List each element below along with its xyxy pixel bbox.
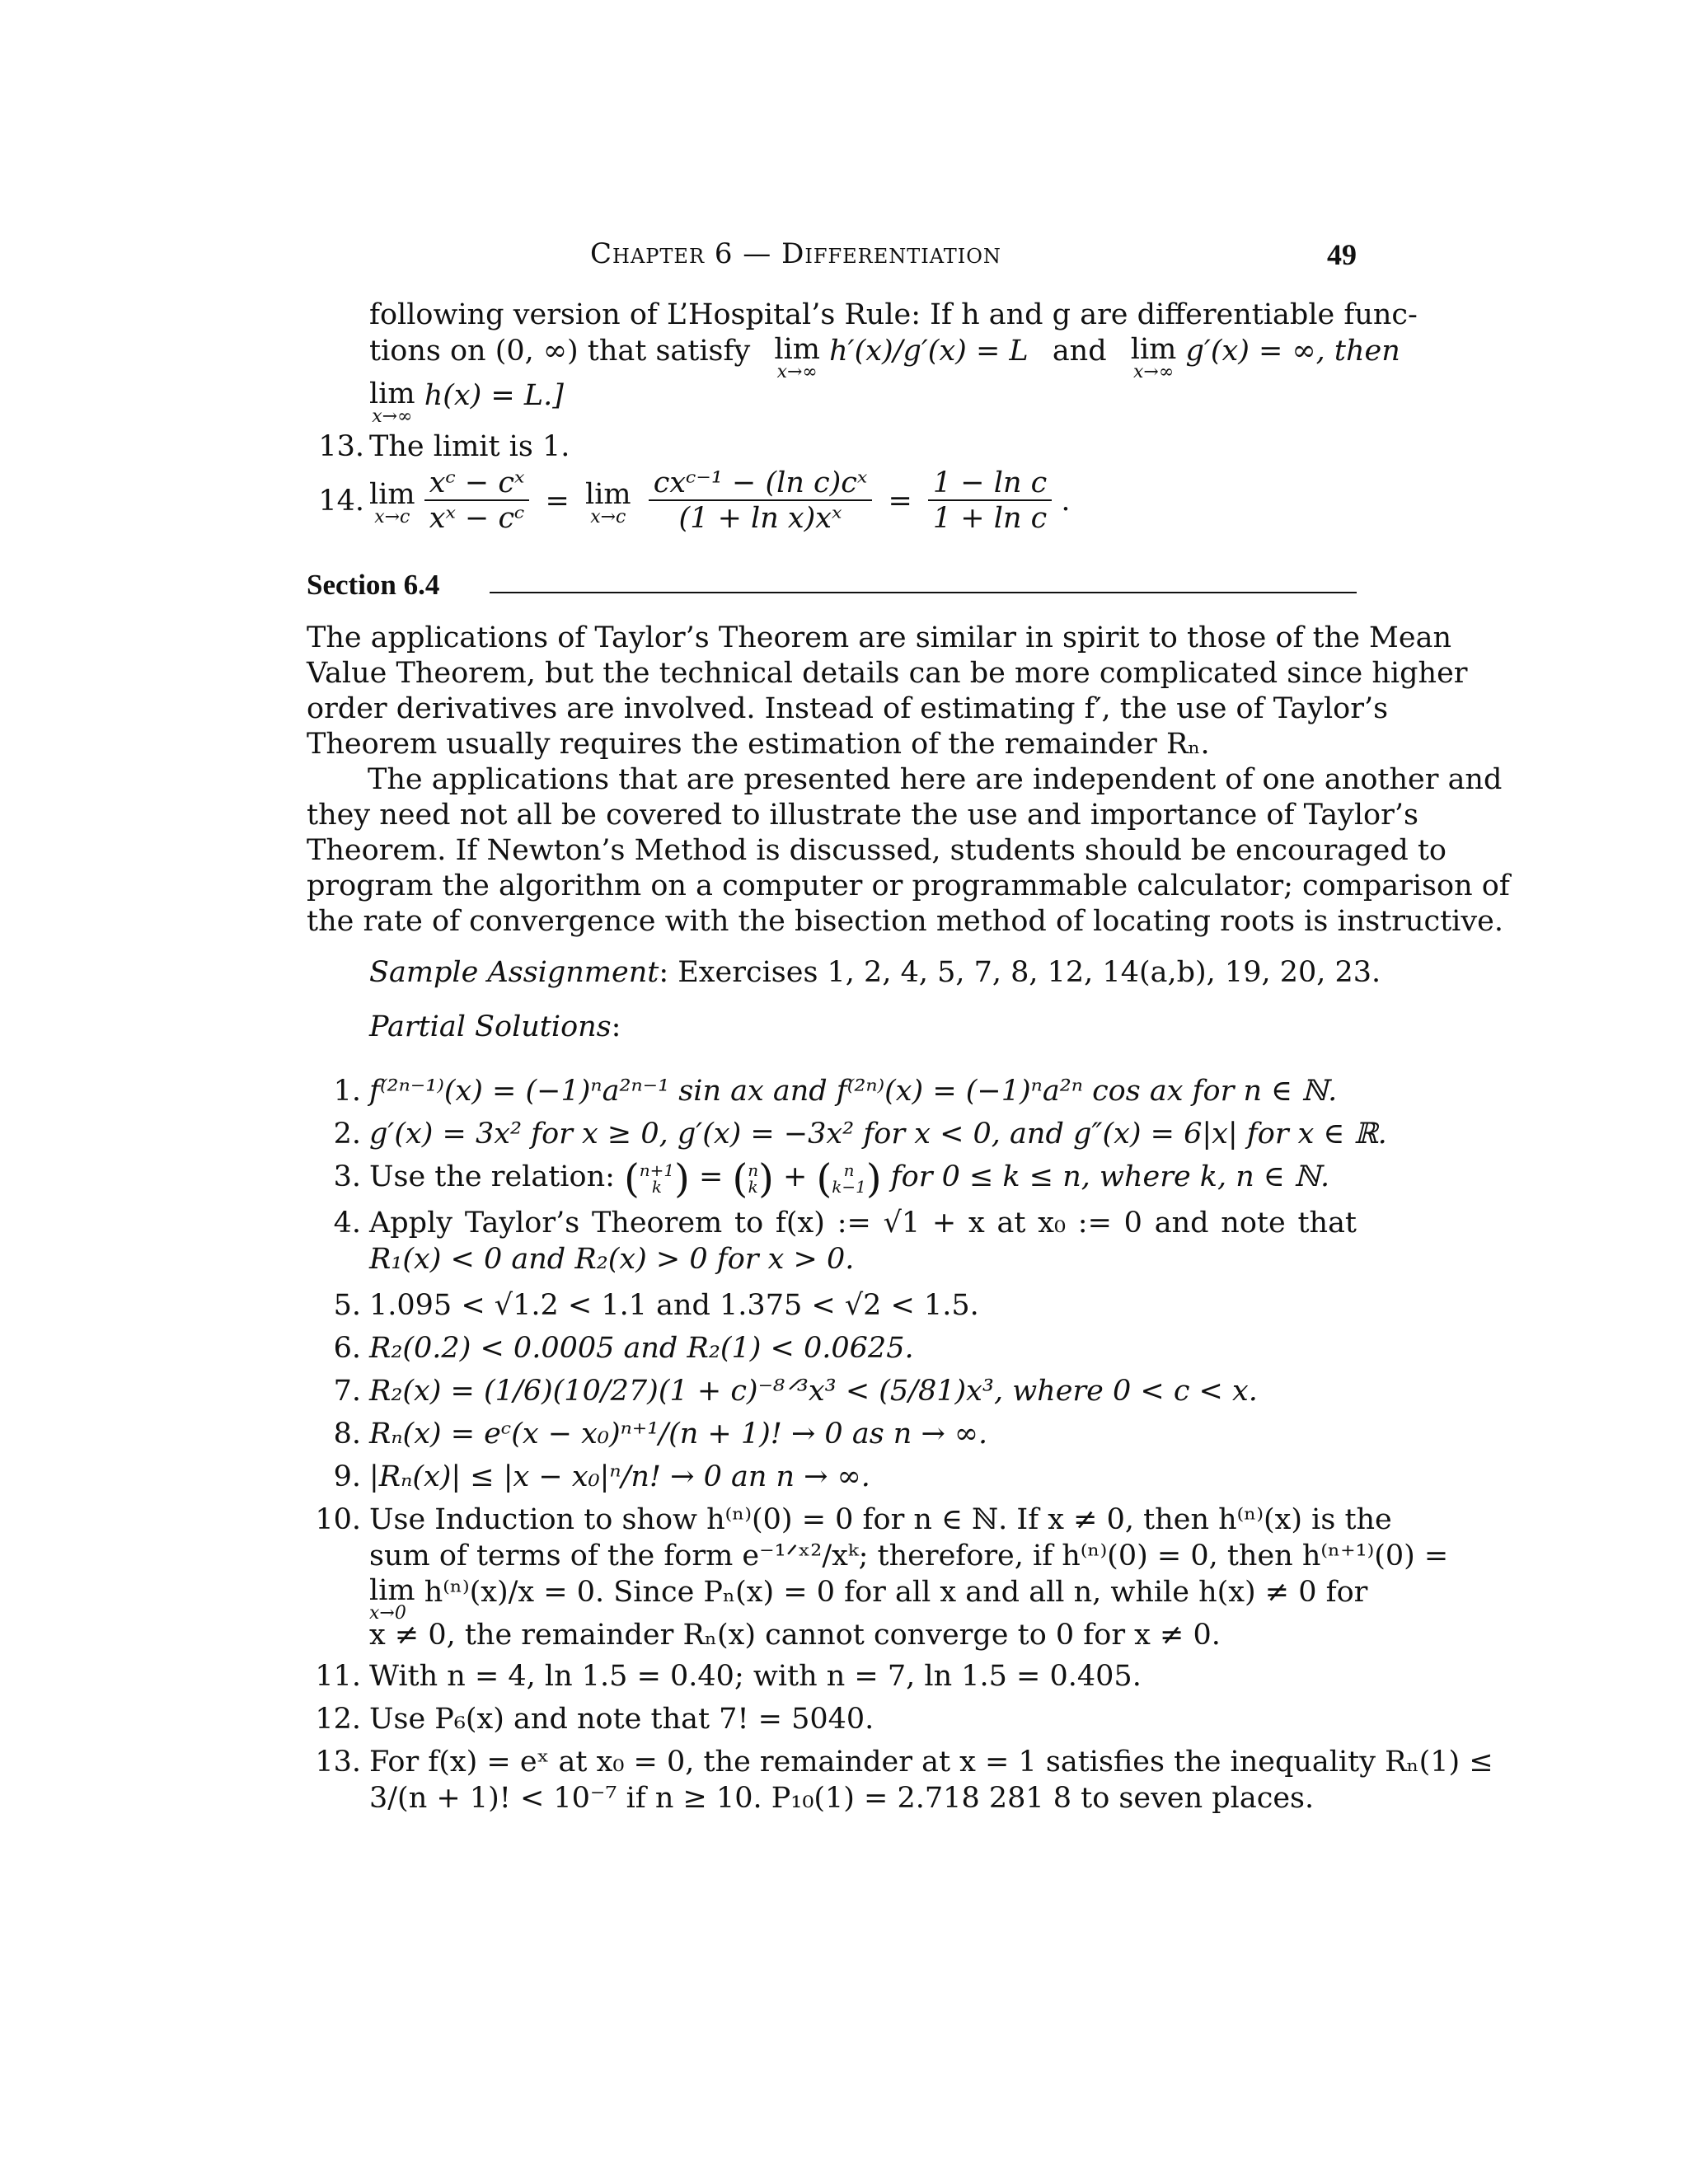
denominator: xˣ − cᶜ <box>429 502 525 535</box>
paragraph-line: The applications of Taylor’s Theorem are similar in spirit to those of the Mean <box>307 621 1451 654</box>
solutions-list <box>307 1073 1493 1826</box>
fraction <box>649 466 873 536</box>
lim-word: lim <box>774 333 820 366</box>
solution-number: 10. <box>315 1503 361 1536</box>
solution-item <box>307 1658 1357 1701</box>
section-rule <box>490 592 1357 593</box>
solution-line: |Rₙ(x)| ≤ |x − x₀|ⁿ/n! → 0 an n → ∞. <box>369 1460 870 1493</box>
continuation-text: tions on (0, ∞) that satisfy <box>369 335 751 368</box>
limit-operator <box>369 1574 415 1624</box>
solution-line: With n = 4, ln 1.5 = 0.40; with n = 7, ln 1.5 = 0.405. <box>369 1660 1142 1693</box>
limit-operator <box>585 478 631 527</box>
continuation-line-1: following version of L’Hospital’s Rule: If h and g are differentiable func- <box>369 298 1418 331</box>
solution-line: R₂(0.2) < 0.0005 and R₂(1) < 0.0625. <box>369 1332 914 1365</box>
solution-line: Use P₆(x) and note that 7! = 5040. <box>369 1703 874 1736</box>
solution-line <box>369 1574 1368 1624</box>
solution-number: 6. <box>333 1332 361 1365</box>
running-header <box>0 237 1688 279</box>
section-title: Section 6.4 <box>307 569 440 601</box>
solution-number: 3. <box>333 1160 361 1193</box>
partial-solutions-label: Partial Solutions <box>369 1010 612 1043</box>
paragraph-line: Theorem usually requires the estimation of the remainder Rₙ. <box>307 728 1210 761</box>
solution-line: f⁽²ⁿ⁻¹⁾(x) = (−1)ⁿa²ⁿ⁻¹ sin ax and f⁽²ⁿ⁾(x) = (−1)ⁿa²ⁿ cos ax for n ∈ ℕ. <box>369 1075 1338 1108</box>
equals-sign: = <box>888 485 912 518</box>
paragraph-line: order derivatives are involved. Instead of estimating f′, the use of Taylor’s <box>307 692 1389 725</box>
solution-number: 1. <box>333 1075 361 1108</box>
solution-line: 1.095 < √1.2 < 1.1 and 1.375 < √2 < 1.5. <box>369 1289 979 1322</box>
denominator: (1 + ln x)xˣ <box>678 502 842 535</box>
paragraph-line: they need not all be covered to illustrate the use and importance of Taylor’s <box>307 799 1418 832</box>
exercise-number: 13. <box>318 430 364 463</box>
period: . <box>1061 485 1071 518</box>
lim-subscript: x→c <box>590 507 626 527</box>
paragraph-line: Theorem. If Newton’s Method is discussed, students should be encouraged to <box>307 834 1447 867</box>
limit-operator <box>774 333 820 382</box>
paragraph-1 <box>307 620 1468 762</box>
solution-number: 12. <box>315 1703 361 1736</box>
lim-word: lim <box>1130 333 1177 366</box>
solution-number: 11. <box>315 1660 361 1693</box>
solution-line: For f(x) = eˣ at x₀ = 0, the remainder at x = 1 satisfies the inequality Rₙ(1) ≤ <box>369 1746 1493 1779</box>
lim-subscript: x→∞ <box>372 406 413 427</box>
binomial-bottom: k <box>651 1177 663 1197</box>
continuation-line-3 <box>369 377 1357 427</box>
solution-text: for 0 ≤ k ≤ n, where k, n ∈ ℕ. <box>890 1160 1330 1193</box>
solution-number: 4. <box>333 1207 361 1240</box>
binomial: ( n k−1 ) <box>816 1155 882 1202</box>
solution-text: h⁽ⁿ⁾(x)/x = 0. Since Pₙ(x) = 0 for all x and all n, while h(x) ≠ 0 for <box>424 1576 1368 1609</box>
solution-number: 2. <box>333 1118 361 1151</box>
solution-line: Use Induction to show h⁽ⁿ⁾(0) = 0 for n ∈ ℕ. If x ≠ 0, then h⁽ⁿ⁾(x) is the <box>369 1503 1392 1536</box>
exercise-text: The limit is 1. <box>369 430 570 463</box>
limit-operator <box>369 377 415 427</box>
solution-item <box>307 1502 1449 1658</box>
solution-text: Use the relation: <box>369 1160 615 1193</box>
paragraph-line: program the algorithm on a computer or programmable calculator; comparison of <box>307 869 1510 902</box>
sample-assignment-text: : Exercises 1, 2, 4, 5, 7, 8, 12, 14(a,b), 19, 20, 23. <box>659 956 1381 989</box>
solution-number: 13. <box>315 1746 361 1779</box>
binomial-bottom: k <box>748 1177 758 1197</box>
solution-line <box>369 1155 1357 1202</box>
chapter-title: Chapter 6 — Differentiation <box>590 237 1001 270</box>
continuation-and: and <box>1052 335 1107 368</box>
limit-operator <box>369 478 415 527</box>
solution-item <box>307 1116 1387 1159</box>
solution-item <box>307 1287 1357 1330</box>
lim-word: lim <box>369 478 415 511</box>
sample-assignment-label: Sample Assignment <box>369 956 659 989</box>
paragraph-2 <box>307 762 1510 939</box>
denominator: 1 + ln c <box>932 502 1048 535</box>
solution-item <box>307 1701 1357 1744</box>
continuation-math: h(x) = L.] <box>424 379 564 412</box>
solution-line: g′(x) = 3x² for x ≥ 0, g′(x) = −3x² for x < 0, and g″(x) = 6|x| for x ∈ ℝ. <box>369 1118 1387 1151</box>
solution-line: R₁(x) < 0 and R₂(x) > 0 for x > 0. <box>369 1243 855 1276</box>
solution-line: sum of terms of the form e⁻¹ᐟˣ²/xᵏ; therefore, if h⁽ⁿ⁾(0) = 0, then h⁽ⁿ⁺¹⁾(0) = <box>369 1540 1449 1572</box>
binomial: ( n k ) <box>732 1155 774 1202</box>
solution-line: Apply Taylor’s Theorem to f(x) := √1 + x at x₀ := 0 and note that <box>369 1207 1357 1240</box>
numerator: cxᶜ⁻¹ − (ln c)cˣ <box>649 466 873 501</box>
solution-line: 3/(n + 1)! < 10⁻⁷ if n ≥ 10. P₁₀(1) = 2.718 281 8 to seven places. <box>369 1782 1315 1815</box>
exercise-14 <box>307 466 1357 549</box>
lim-subscript: x→∞ <box>1132 362 1175 382</box>
binomial-top: n <box>843 1160 855 1181</box>
partial-solutions-colon: : <box>611 1010 621 1043</box>
continuation-paragraph <box>369 297 1418 427</box>
solution-number: 8. <box>333 1418 361 1451</box>
equals-sign: = <box>545 485 570 518</box>
solution-line: Rₙ(x) = eᶜ(x − x₀)ⁿ⁺¹/(n + 1)! → 0 as n → ∞. <box>369 1418 988 1451</box>
equals-sign: = <box>699 1160 724 1193</box>
limit-equation <box>369 466 1071 536</box>
lim-subscript: x→∞ <box>776 362 818 382</box>
solution-number: 7. <box>333 1375 361 1408</box>
solution-item <box>307 1205 1357 1287</box>
binomial-top: n <box>748 1160 759 1181</box>
numerator: 1 − ln c <box>928 466 1052 501</box>
solution-item <box>307 1373 1357 1416</box>
binomial-top: n+1 <box>639 1160 675 1181</box>
paragraph-line: the rate of convergence with the bisection method of locating roots is instructive. <box>307 905 1503 938</box>
fraction <box>928 466 1052 536</box>
solution-item <box>307 1744 1493 1826</box>
solution-number: 9. <box>333 1460 361 1493</box>
continuation-math: h′(x)/g′(x) = L <box>829 335 1029 368</box>
solution-item <box>307 1330 1357 1373</box>
binomial-bottom: k−1 <box>832 1177 866 1197</box>
solution-item <box>307 1459 1357 1502</box>
paragraph-line: The applications that are presented here are independent of one another and <box>368 763 1503 796</box>
sample-assignment <box>369 956 1381 989</box>
exercise-number: 14. <box>318 485 364 518</box>
fraction <box>424 466 530 536</box>
lim-word: lim <box>585 478 631 511</box>
lim-word: lim <box>369 377 415 410</box>
solution-item <box>307 1073 1357 1116</box>
solution-line: R₂(x) = (1/6)(10/27)(1 + c)⁻⁸ᐟ³x³ < (5/81)x³, where 0 < c < x. <box>369 1375 1258 1408</box>
numerator: xᶜ − cˣ <box>424 466 530 501</box>
lim-subscript: x→0 <box>369 1603 406 1624</box>
solution-item <box>307 1155 1357 1205</box>
solution-line: x ≠ 0, the remainder Rₙ(x) cannot converge to 0 for x ≠ 0. <box>369 1619 1221 1652</box>
continuation-math: g′(x) = ∞, then <box>1185 335 1400 368</box>
lim-subscript: x→c <box>374 507 410 527</box>
continuation-line-2 <box>369 333 1400 382</box>
solution-number: 5. <box>333 1289 361 1322</box>
paragraph-line: Value Theorem, but the technical details can be more complicated since higher <box>307 657 1468 690</box>
limit-operator <box>1130 333 1177 382</box>
solution-item <box>307 1416 1357 1459</box>
lim-word: lim <box>369 1574 415 1607</box>
binomial: ( n+1 k ) <box>624 1155 690 1202</box>
plus-sign: + <box>783 1160 808 1193</box>
page-number: 49 <box>1327 238 1357 271</box>
partial-solutions-heading <box>369 1010 621 1043</box>
